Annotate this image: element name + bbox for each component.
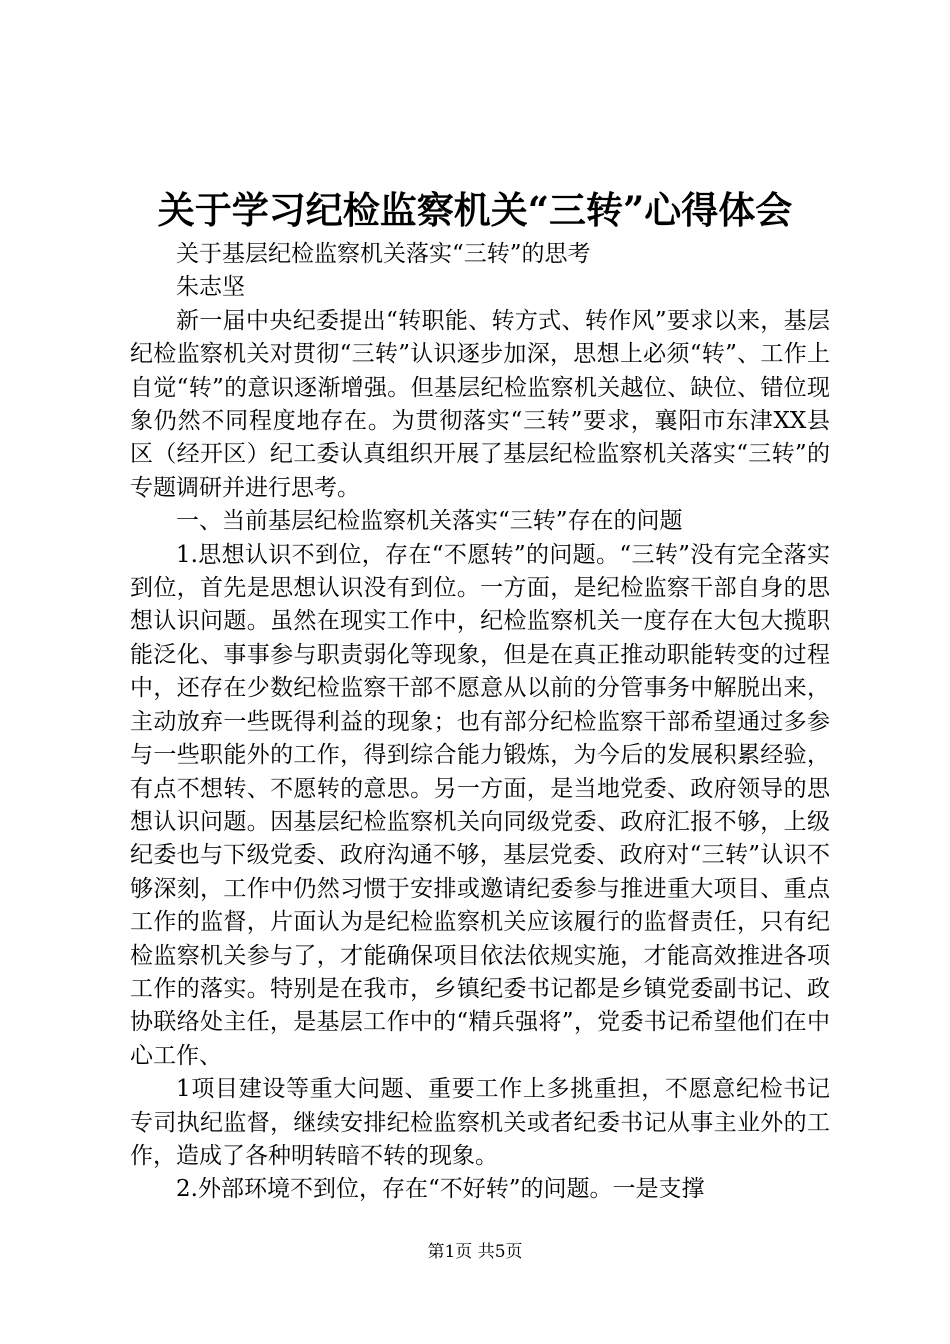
paragraph-intro: 新一届中央纪委提出“转职能、转方式、转作风”要求以来，基层纪检监察机关对贯彻“三转”认识逐步加深，思想上必须“转”、工作上自觉“转”的意识逐渐增强。但基层纪检监察机关越位、缺位、错位现象仍然不同程度地存在。为贯彻落实“三转”要求，襄阳市东津XX县区（经开区）纪工委认真组织开展了基层纪检监察机关落实“三转”的专题调研并进行思考。	[130, 307, 830, 501]
document-body	[130, 238, 830, 1207]
paragraph-continuation: 1项目建设等重大问题、重要工作上多挑重担，不愿意纪检书记专司执纪监督，继续安排纪检监察机关或者纪委书记从事主业外的工作，造成了各种明转暗不转的现象。	[130, 1076, 830, 1169]
document-subtitle: 关于基层纪检监察机关落实“三转”的思考	[176, 241, 591, 267]
paragraph-point-2: 2.外部环境不到位，存在“不好转”的问题。一是支撑	[176, 1176, 705, 1203]
paragraph-point-1: 1.思想认识不到位，存在“不愿转”的问题。“三转”没有完全落实到位，首先是思想认识没有到位。一方面，是纪检监察干部自身的思想认识问题。虽然在现实工作中，纪检监察机关一度存在大包大揽职能泛化、事事参与职责弱化等现象，但是在真正推动职能转变的过程中，还存在少数纪检监察干部不愿意从以前的分管事务中解脱出来，主动放弃一些既得利益的现象；也有部分纪检监察干部希望通过多参与一些职能外的工作，得到综合能力锻炼，为今后的发展积累经验，有点不想转、不愿转的意思。另一方面，是当地党委、政府领导的思想认识问题。因基层纪检监察机关向同级党委、政府汇报不够，上级纪委也与下级党委、政府沟通不够，基层党委、政府对“三转”认识不够深刻，工作中仍然习惯于安排或邀请纪委参与推进重大项目、重点工作的监督，片面认为是纪检监察机关应该履行的监督责任，只有纪检监察机关参与了，才能确保项目依法依规实施，才能高效推进各项工作的落实。特别是在我市，乡镇纪委书记都是乡镇党委副书记、政协联络处主任，是基层工作中的“精兵强将”，党委书记希望他们在中心工作、	[130, 541, 830, 1069]
document-author: 朱志坚	[176, 274, 245, 301]
page-footer: 第1页 共5页	[427, 1242, 523, 1262]
section-heading: 一、当前基层纪检监察机关落实“三转”存在的问题	[176, 508, 683, 535]
document-title: 关于学习纪检监察机关“三转”心得体会	[157, 188, 793, 232]
